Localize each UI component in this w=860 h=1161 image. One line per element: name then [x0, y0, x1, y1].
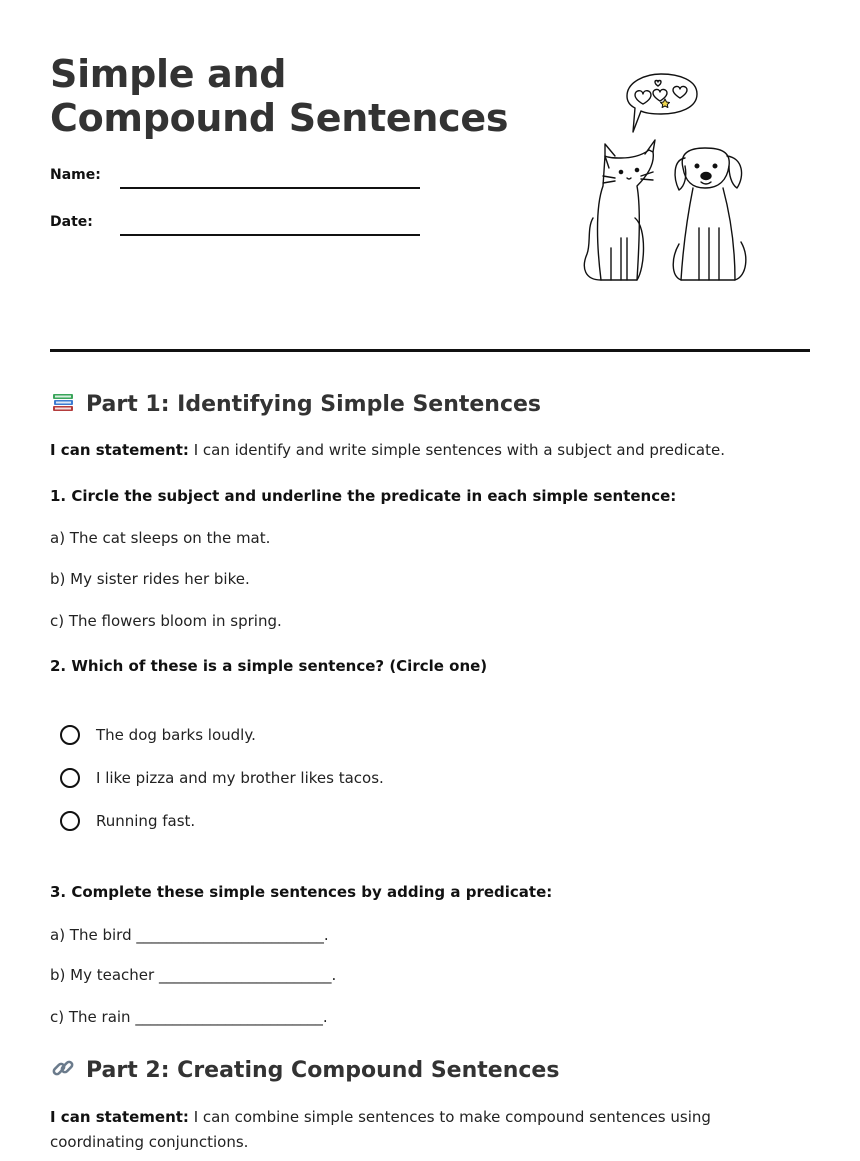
q1-item-c: c) The flowers bloom in spring. — [50, 612, 282, 630]
q3-item-a[interactable]: a) The bird _________________________. — [50, 926, 329, 944]
radio-circle[interactable] — [60, 768, 80, 788]
part2-heading-text: Part 2: Creating Compound Sentences — [86, 1058, 560, 1083]
q1-item-b: b) My sister rides her bike. — [50, 570, 250, 588]
part1-ican-statement — [50, 441, 725, 459]
name-label: Name: — [50, 167, 101, 183]
date-label: Date: — [50, 214, 93, 230]
q2-option-3-text: Running fast. — [96, 812, 196, 830]
radio-circle[interactable] — [60, 725, 80, 745]
link-icon — [50, 1055, 78, 1087]
part2-ican-text: I can combine simple sentences to make compound sentences using coordinating conjunctions. — [50, 1108, 711, 1151]
question-1: 1. Circle the subject and underline the predicate in each simple sentence: — [50, 487, 677, 505]
q3-item-c[interactable]: c) The rain _________________________. — [50, 1008, 328, 1026]
q2-option-1[interactable] — [60, 722, 256, 748]
part1-ican-label: I can statement: — [50, 441, 189, 459]
part2-ican-statement — [50, 1105, 770, 1155]
cat-and-dog-with-hearts-icon — [575, 68, 760, 290]
q1-item-a: a) The cat sleeps on the mat. — [50, 529, 271, 547]
radio-circle[interactable] — [60, 811, 80, 831]
books-icon — [50, 389, 78, 421]
part1-heading-text: Part 1: Identifying Simple Sentences — [86, 392, 542, 417]
part2-heading — [50, 1055, 559, 1087]
q2-option-1-text: The dog barks loudly. — [96, 726, 256, 744]
q3-item-b[interactable]: b) My teacher _______________________. — [50, 966, 337, 984]
q2-option-2-text: I like pizza and my brother likes tacos. — [96, 769, 384, 787]
part1-ican-text: I can identify and write simple sentences with a subject and predicate. — [188, 441, 725, 459]
part2-ican-label: I can statement: — [50, 1108, 189, 1126]
cat-and-dog-illustration — [575, 68, 760, 290]
part1-heading — [50, 389, 541, 421]
q2-option-3[interactable] — [60, 808, 195, 834]
name-field-line[interactable] — [120, 187, 420, 189]
question-3: 3. Complete these simple sentences by adding a predicate: — [50, 883, 553, 901]
date-field-line[interactable] — [120, 234, 420, 236]
header-divider — [50, 349, 810, 352]
q2-option-2[interactable] — [60, 765, 384, 791]
worksheet-title: Simple and Compound Sentences — [50, 52, 509, 140]
question-2: 2. Which of these is a simple sentence? (Circle one) — [50, 657, 488, 675]
